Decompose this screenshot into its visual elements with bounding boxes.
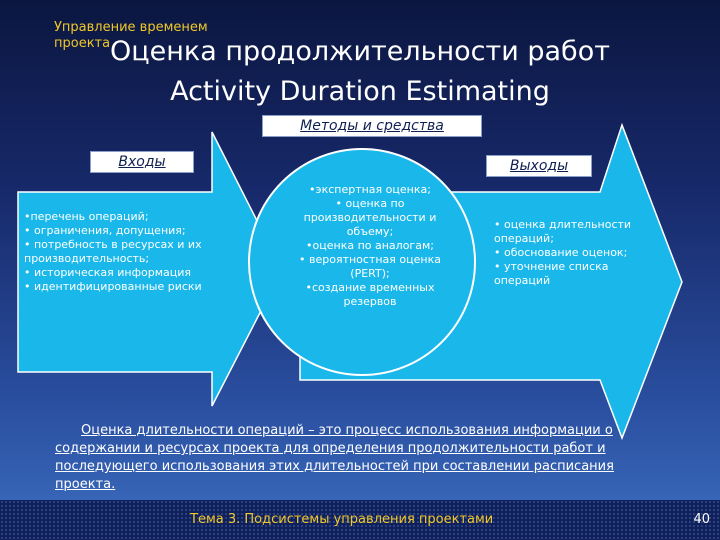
methods-label: Методы и средства — [262, 115, 482, 137]
list-item: • вероятностная оценка (PERT); — [299, 253, 441, 280]
footer-topic: Тема 3. Подсистемы управления проектами — [190, 512, 494, 527]
list-item: •оценка по аналогам; — [306, 239, 434, 252]
list-item: •создание временных резервов — [305, 281, 435, 308]
inputs-label: Входы — [90, 151, 194, 173]
inputs-list — [24, 210, 239, 294]
list-item: •перечень операций; — [24, 210, 149, 223]
definition-text: Оценка длительности операций – это процесс использования информации о содержании и ресурсах проекта для определения продолжительности работ и последующего использования этих длительностей при составлении расписания проекта. — [55, 423, 614, 492]
list-item: • оценка по производительности и объему; — [303, 197, 437, 238]
list-item: • уточнение списка операций — [494, 260, 609, 287]
outputs-list — [494, 218, 644, 288]
title-english: Activity Duration Estimating — [170, 76, 550, 107]
list-item: • обоснование оценок; — [494, 246, 628, 259]
methods-list — [282, 183, 458, 309]
list-item: • историческая информация — [24, 266, 192, 279]
list-item: •экспертная оценка; — [309, 183, 431, 196]
list-item: • идентифицированные риски — [24, 280, 202, 293]
outputs-label: Выходы — [486, 155, 592, 177]
section-header: Управление временем проекта — [54, 20, 208, 51]
title-russian: Оценка продолжительности работ — [110, 36, 610, 67]
page-number: 40 — [693, 512, 710, 527]
list-item: • потребность в ресурсах и их производительность; — [24, 238, 202, 265]
list-item: • оценка длительности операций; — [494, 218, 632, 245]
list-item: • ограничения, допущения; — [24, 224, 186, 237]
